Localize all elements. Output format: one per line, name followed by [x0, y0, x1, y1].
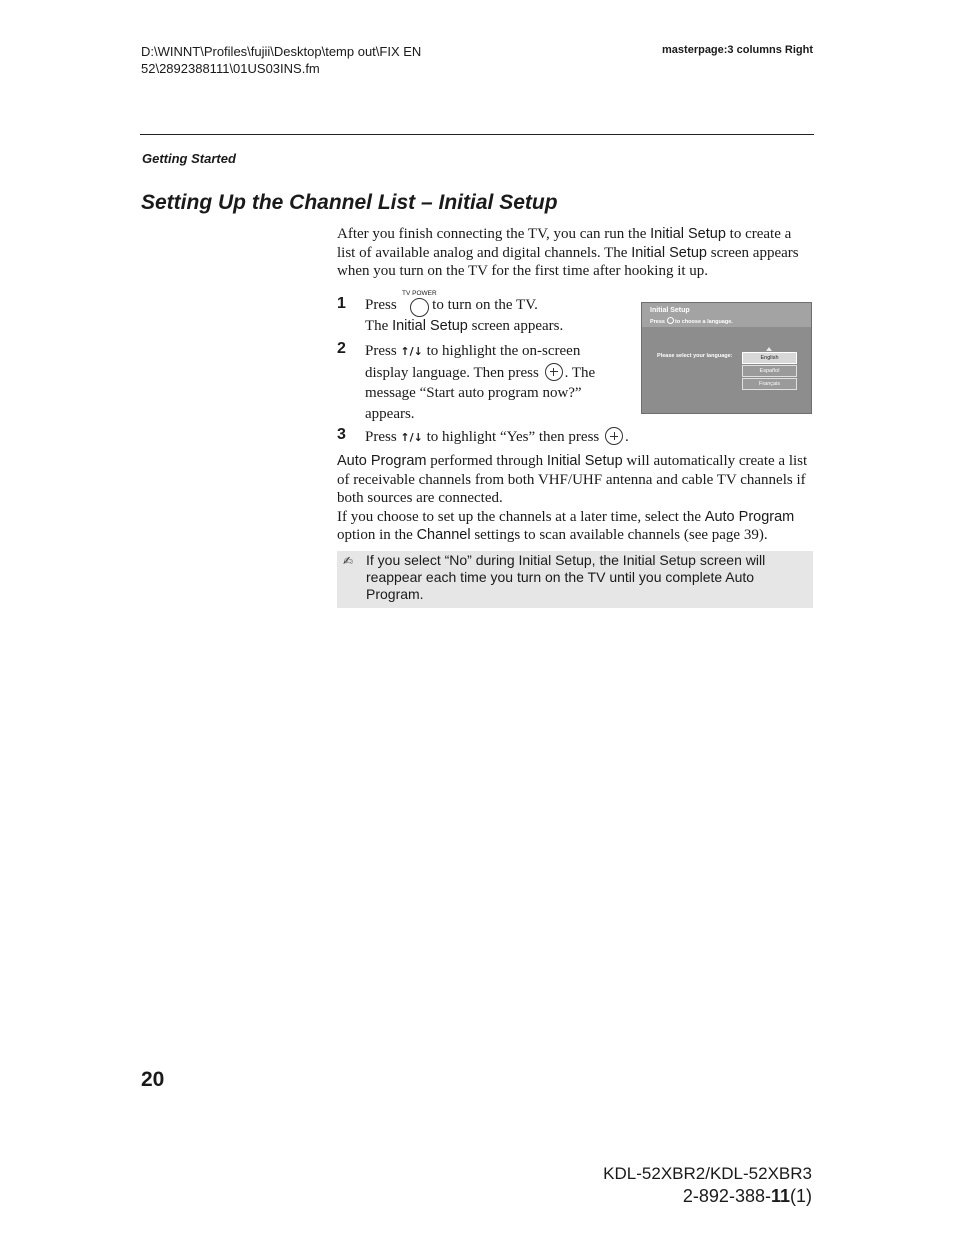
tv-power-label: TV POWER [402, 290, 437, 297]
step-text: to highlight “Yes” then press [422, 429, 604, 445]
step-text: screen appears. [467, 318, 564, 334]
screen-hint [650, 317, 733, 325]
ui-term-initial-setup: Initial Setup [546, 453, 623, 469]
initial-setup-screen-illustration [641, 302, 812, 414]
language-option-english: English [742, 352, 797, 364]
step-number: 1 [337, 295, 346, 312]
enter-button-icon [605, 427, 623, 445]
step-text: . [625, 429, 629, 445]
page-title: Setting Up the Channel List – Initial Setup [141, 191, 558, 214]
step-number: 2 [337, 340, 346, 357]
file-path-line1: D:\WINNT\Profiles\fujii\Desktop\temp out\FIX EN [141, 44, 422, 59]
enter-button-icon [545, 363, 563, 381]
note-pencil-icon: ✍ [343, 554, 354, 568]
step-number: 3 [337, 426, 346, 443]
file-path [141, 43, 421, 77]
step-text: . The message “Start auto program now?” appears. [365, 364, 596, 422]
header-rule [140, 134, 814, 135]
masterpage-label: masterpage:3 columns Right [662, 44, 813, 56]
step-text: Press [365, 343, 401, 359]
step-2-text [365, 341, 615, 424]
step-text: Press [365, 429, 401, 445]
language-prompt: Please select your language: [657, 353, 733, 359]
ui-term-auto-program: Auto Program [337, 453, 427, 469]
note-box [337, 551, 813, 608]
intro-text: to create a list of available analog and digital channels. The [337, 226, 792, 261]
step-1-text [365, 296, 538, 315]
auto-program-paragraph [337, 452, 813, 545]
paragraph-text: If you choose to set up the channels at a later time, select the [337, 508, 705, 525]
step-text: Press [365, 297, 401, 313]
paragraph-text: performed through [426, 453, 547, 469]
paragraph-text: will automatically create a list of receivable channels from both VHF/UHF antenna and cable TV channels if both sources are connected. [337, 453, 808, 506]
ui-term-channel: Channel [416, 527, 471, 543]
intro-paragraph [337, 225, 813, 281]
paragraph-text: option in the [337, 527, 417, 543]
ui-term-initial-setup: Initial Setup [631, 244, 707, 261]
up-down-arrow-icon: ↑/↓ [400, 431, 423, 444]
note-text: If you select “No” during Initial Setup, the Initial Setup screen will reappear each time you turn on the TV until you complete Auto Program. [366, 552, 766, 602]
paragraph-text: settings to scan available channels (see page 39). [470, 527, 768, 543]
section-label: Getting Started [142, 151, 236, 166]
language-option-francais: Français [742, 378, 797, 390]
ui-term-auto-program: Auto Program [704, 508, 795, 525]
step-1-result [365, 317, 563, 336]
screen-hint-text: Press [650, 319, 667, 325]
screen-hint-text: to choose a language. [673, 319, 733, 325]
model-number: KDL-52XBR2/KDL-52XBR3 [603, 1164, 812, 1183]
step-3-text [365, 427, 629, 448]
page-number: 20 [141, 1068, 165, 1091]
screen-title: Initial Setup [650, 307, 690, 314]
up-down-arrow-icon: ↑/↓ [400, 345, 423, 358]
intro-text: After you finish connecting the TV, you can run the [337, 226, 651, 242]
language-option-espanol: Español [742, 365, 797, 377]
intro-text: screen appears when you turn on the TV for the first time after hooking it up. [337, 244, 799, 279]
part-number-prefix: 2-892-388- [682, 1186, 771, 1206]
ui-term-initial-setup: Initial Setup [392, 318, 468, 334]
step-text: to turn on the TV. [428, 297, 538, 313]
file-path-line2: 52\2892388111\01US03INS.fm [141, 61, 320, 76]
up-caret-icon [766, 347, 772, 351]
part-number [560, 1186, 812, 1207]
step-text: The [365, 318, 393, 334]
enter-button-icon [667, 317, 674, 324]
part-number-suffix: (1) [790, 1186, 812, 1206]
ui-term-initial-setup: Initial Setup [650, 226, 726, 242]
part-number-bold: 11 [770, 1186, 790, 1206]
step-text: to highlight the on-screen display language. Then press [365, 343, 581, 381]
